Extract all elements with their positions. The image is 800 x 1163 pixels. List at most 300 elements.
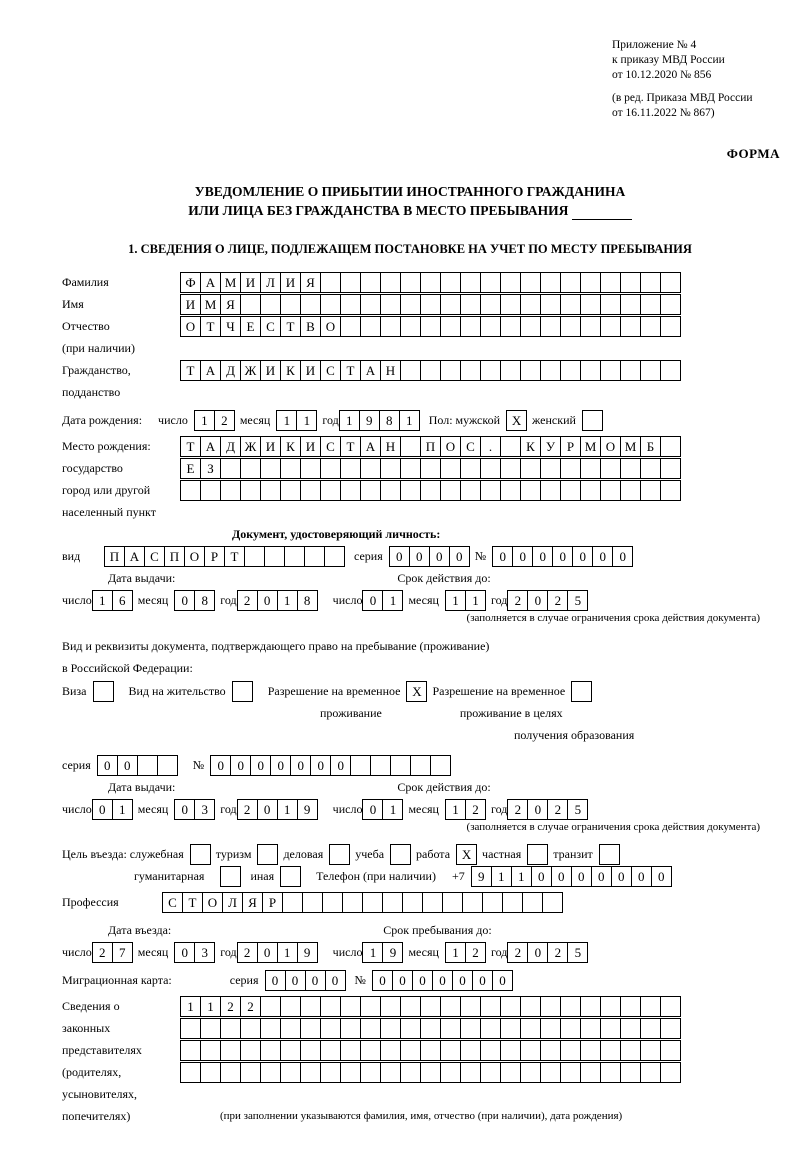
stay-year-input[interactable] <box>507 942 587 963</box>
char-cell[interactable] <box>360 272 381 293</box>
char-cell[interactable] <box>380 1040 401 1061</box>
char-cell[interactable]: О <box>600 436 621 457</box>
char-cell[interactable]: 2 <box>507 942 528 963</box>
char-cell[interactable] <box>480 996 501 1017</box>
patronymic-input[interactable] <box>180 316 680 337</box>
char-cell[interactable] <box>390 755 411 776</box>
char-cell[interactable]: Е <box>240 316 261 337</box>
char-cell[interactable]: 9 <box>471 866 492 887</box>
char-cell[interactable]: Я <box>220 294 241 315</box>
char-cell[interactable] <box>322 892 343 913</box>
char-cell[interactable] <box>360 996 381 1017</box>
char-cell[interactable] <box>220 1062 241 1083</box>
char-cell[interactable]: Б <box>640 436 661 457</box>
char-cell[interactable] <box>137 755 158 776</box>
char-cell[interactable] <box>540 294 561 315</box>
char-cell[interactable]: 1 <box>296 410 317 431</box>
char-cell[interactable]: X <box>506 410 527 431</box>
char-cell[interactable] <box>282 892 303 913</box>
char-cell[interactable]: 2 <box>547 942 568 963</box>
char-cell[interactable] <box>560 360 581 381</box>
char-cell[interactable]: С <box>460 436 481 457</box>
char-cell[interactable]: 2 <box>237 799 258 820</box>
char-cell[interactable]: А <box>124 546 145 567</box>
char-cell[interactable] <box>480 1018 501 1039</box>
char-cell[interactable]: 1 <box>200 996 221 1017</box>
char-cell[interactable]: 0 <box>257 799 278 820</box>
char-cell[interactable] <box>380 272 401 293</box>
char-cell[interactable] <box>620 996 641 1017</box>
char-cell[interactable] <box>340 316 361 337</box>
char-cell[interactable]: Ч <box>220 316 241 337</box>
char-cell[interactable]: Ж <box>240 360 261 381</box>
char-cell[interactable] <box>420 316 441 337</box>
char-cell[interactable]: Я <box>300 272 321 293</box>
char-cell[interactable] <box>460 294 481 315</box>
purpose-humanitarian-checkbox[interactable] <box>220 866 240 887</box>
char-cell[interactable] <box>500 436 521 457</box>
char-cell[interactable]: О <box>440 436 461 457</box>
char-cell[interactable]: 0 <box>362 590 383 611</box>
char-cell[interactable] <box>540 1018 561 1039</box>
char-cell[interactable] <box>402 892 423 913</box>
char-cell[interactable]: Т <box>340 360 361 381</box>
char-cell[interactable] <box>560 294 581 315</box>
char-cell[interactable]: 2 <box>92 942 113 963</box>
char-cell[interactable] <box>440 480 461 501</box>
doc-valid-month-input[interactable] <box>445 590 485 611</box>
char-cell[interactable]: Д <box>220 436 241 457</box>
char-cell[interactable]: А <box>200 360 221 381</box>
char-cell[interactable] <box>380 1018 401 1039</box>
char-cell[interactable]: 0 <box>325 970 346 991</box>
char-cell[interactable] <box>400 316 421 337</box>
char-cell[interactable]: 1 <box>277 799 298 820</box>
char-cell[interactable] <box>304 546 325 567</box>
char-cell[interactable]: 2 <box>507 590 528 611</box>
char-cell[interactable] <box>640 458 661 479</box>
char-cell[interactable] <box>500 360 521 381</box>
char-cell[interactable] <box>440 294 461 315</box>
char-cell[interactable] <box>640 1018 661 1039</box>
edu-residence-checkbox[interactable] <box>571 681 591 702</box>
char-cell[interactable] <box>264 546 285 567</box>
char-cell[interactable]: 1 <box>276 410 297 431</box>
char-cell[interactable] <box>400 458 421 479</box>
char-cell[interactable] <box>220 866 241 887</box>
char-cell[interactable]: Т <box>340 436 361 457</box>
char-cell[interactable] <box>370 755 391 776</box>
char-cell[interactable] <box>320 1062 341 1083</box>
char-cell[interactable]: З <box>200 458 221 479</box>
char-cell[interactable] <box>260 1018 281 1039</box>
entry-year-input[interactable] <box>237 942 317 963</box>
permit-valid-month-input[interactable] <box>445 799 485 820</box>
char-cell[interactable]: 0 <box>531 866 552 887</box>
char-cell[interactable]: 1 <box>277 590 298 611</box>
char-cell[interactable] <box>520 1040 541 1061</box>
doc-number-input[interactable] <box>492 546 632 567</box>
char-cell[interactable] <box>220 1040 241 1061</box>
char-cell[interactable] <box>500 458 521 479</box>
stay-month-input[interactable] <box>445 942 485 963</box>
name-input[interactable] <box>180 294 680 315</box>
char-cell[interactable] <box>500 272 521 293</box>
char-cell[interactable] <box>302 892 323 913</box>
char-cell[interactable] <box>520 294 541 315</box>
char-cell[interactable] <box>460 1040 481 1061</box>
char-cell[interactable]: 0 <box>174 942 195 963</box>
char-cell[interactable] <box>240 294 261 315</box>
char-cell[interactable] <box>190 844 211 865</box>
char-cell[interactable] <box>560 1062 581 1083</box>
char-cell[interactable]: И <box>300 436 321 457</box>
char-cell[interactable]: Л <box>222 892 243 913</box>
char-cell[interactable] <box>420 996 441 1017</box>
char-cell[interactable] <box>180 480 201 501</box>
char-cell[interactable] <box>520 480 541 501</box>
char-cell[interactable]: 0 <box>452 970 473 991</box>
char-cell[interactable]: П <box>104 546 125 567</box>
char-cell[interactable]: 0 <box>527 799 548 820</box>
char-cell[interactable]: М <box>620 436 641 457</box>
char-cell[interactable] <box>220 480 241 501</box>
char-cell[interactable]: С <box>260 316 281 337</box>
char-cell[interactable] <box>540 480 561 501</box>
char-cell[interactable] <box>380 316 401 337</box>
char-cell[interactable] <box>620 1062 641 1083</box>
char-cell[interactable] <box>340 480 361 501</box>
char-cell[interactable] <box>640 480 661 501</box>
char-cell[interactable] <box>260 1062 281 1083</box>
char-cell[interactable] <box>340 458 361 479</box>
char-cell[interactable] <box>260 458 281 479</box>
char-cell[interactable]: Е <box>180 458 201 479</box>
char-cell[interactable] <box>284 546 305 567</box>
char-cell[interactable]: 0 <box>92 799 113 820</box>
char-cell[interactable]: 8 <box>194 590 215 611</box>
char-cell[interactable] <box>180 1062 201 1083</box>
char-cell[interactable]: 0 <box>257 942 278 963</box>
char-cell[interactable] <box>640 360 661 381</box>
char-cell[interactable]: А <box>200 436 221 457</box>
birth-day-input[interactable] <box>194 410 234 431</box>
char-cell[interactable] <box>380 294 401 315</box>
char-cell[interactable] <box>540 316 561 337</box>
char-cell[interactable] <box>320 996 341 1017</box>
char-cell[interactable] <box>300 1040 321 1061</box>
char-cell[interactable] <box>660 1062 681 1083</box>
char-cell[interactable] <box>500 1040 521 1061</box>
char-cell[interactable] <box>240 1018 261 1039</box>
char-cell[interactable] <box>660 1040 681 1061</box>
char-cell[interactable] <box>620 272 641 293</box>
char-cell[interactable] <box>320 480 341 501</box>
char-cell[interactable] <box>540 360 561 381</box>
doc-kind-input[interactable] <box>104 546 344 567</box>
char-cell[interactable] <box>640 272 661 293</box>
char-cell[interactable] <box>480 272 501 293</box>
char-cell[interactable] <box>600 996 621 1017</box>
char-cell[interactable]: 1 <box>511 866 532 887</box>
char-cell[interactable] <box>660 458 681 479</box>
char-cell[interactable] <box>422 892 443 913</box>
char-cell[interactable] <box>342 892 363 913</box>
char-cell[interactable]: 2 <box>465 799 486 820</box>
char-cell[interactable]: 2 <box>220 996 241 1017</box>
char-cell[interactable] <box>500 294 521 315</box>
char-cell[interactable]: X <box>456 844 477 865</box>
char-cell[interactable] <box>660 272 681 293</box>
char-cell[interactable] <box>240 480 261 501</box>
char-cell[interactable] <box>640 996 661 1017</box>
char-cell[interactable] <box>220 1018 241 1039</box>
permit-issue-year-input[interactable] <box>237 799 317 820</box>
char-cell[interactable] <box>600 360 621 381</box>
char-cell[interactable] <box>400 360 421 381</box>
char-cell[interactable]: Д <box>220 360 241 381</box>
char-cell[interactable] <box>360 1062 381 1083</box>
char-cell[interactable] <box>390 844 411 865</box>
legal-rep-input-3[interactable] <box>180 1040 680 1061</box>
char-cell[interactable] <box>442 892 463 913</box>
char-cell[interactable] <box>340 1018 361 1039</box>
char-cell[interactable] <box>400 272 421 293</box>
char-cell[interactable]: 1 <box>445 590 466 611</box>
char-cell[interactable] <box>280 1018 301 1039</box>
char-cell[interactable]: 0 <box>527 942 548 963</box>
char-cell[interactable] <box>640 1062 661 1083</box>
char-cell[interactable]: П <box>420 436 441 457</box>
char-cell[interactable] <box>420 360 441 381</box>
char-cell[interactable] <box>400 480 421 501</box>
char-cell[interactable] <box>300 996 321 1017</box>
char-cell[interactable] <box>340 996 361 1017</box>
char-cell[interactable] <box>220 458 241 479</box>
char-cell[interactable] <box>580 996 601 1017</box>
char-cell[interactable]: Т <box>200 316 221 337</box>
char-cell[interactable]: 0 <box>117 755 138 776</box>
purpose-study-checkbox[interactable] <box>390 844 410 865</box>
char-cell[interactable] <box>300 1062 321 1083</box>
permit-series-input[interactable] <box>97 755 177 776</box>
char-cell[interactable] <box>620 1040 641 1061</box>
char-cell[interactable] <box>244 546 265 567</box>
char-cell[interactable]: 7 <box>112 942 133 963</box>
char-cell[interactable]: 2 <box>547 799 568 820</box>
char-cell[interactable] <box>660 436 681 457</box>
char-cell[interactable] <box>340 272 361 293</box>
char-cell[interactable] <box>460 480 481 501</box>
char-cell[interactable] <box>460 360 481 381</box>
char-cell[interactable] <box>580 480 601 501</box>
char-cell[interactable] <box>420 272 441 293</box>
char-cell[interactable]: 3 <box>194 799 215 820</box>
char-cell[interactable] <box>280 1040 301 1061</box>
char-cell[interactable] <box>660 1018 681 1039</box>
doc-issue-day-input[interactable] <box>92 590 132 611</box>
char-cell[interactable] <box>620 480 641 501</box>
char-cell[interactable]: 0 <box>372 970 393 991</box>
char-cell[interactable] <box>560 272 581 293</box>
char-cell[interactable]: М <box>580 436 601 457</box>
char-cell[interactable]: И <box>260 436 281 457</box>
char-cell[interactable]: 0 <box>392 970 413 991</box>
char-cell[interactable] <box>420 1018 441 1039</box>
char-cell[interactable]: 1 <box>491 866 512 887</box>
char-cell[interactable] <box>620 360 641 381</box>
char-cell[interactable] <box>480 360 501 381</box>
char-cell[interactable] <box>300 1018 321 1039</box>
char-cell[interactable] <box>600 316 621 337</box>
char-cell[interactable]: Т <box>180 436 201 457</box>
char-cell[interactable] <box>93 681 114 702</box>
char-cell[interactable]: 0 <box>449 546 470 567</box>
char-cell[interactable] <box>520 996 541 1017</box>
char-cell[interactable] <box>560 1040 581 1061</box>
char-cell[interactable] <box>240 1040 261 1061</box>
char-cell[interactable] <box>460 316 481 337</box>
char-cell[interactable] <box>480 458 501 479</box>
visa-checkbox[interactable] <box>93 681 113 702</box>
char-cell[interactable]: 0 <box>174 799 195 820</box>
char-cell[interactable] <box>580 360 601 381</box>
char-cell[interactable] <box>420 1040 441 1061</box>
char-cell[interactable]: 0 <box>362 799 383 820</box>
char-cell[interactable]: 0 <box>611 866 632 887</box>
char-cell[interactable]: С <box>320 360 341 381</box>
char-cell[interactable]: О <box>202 892 223 913</box>
char-cell[interactable]: 5 <box>567 590 588 611</box>
char-cell[interactable] <box>380 458 401 479</box>
char-cell[interactable]: 2 <box>240 996 261 1017</box>
char-cell[interactable] <box>660 316 681 337</box>
char-cell[interactable]: Л <box>260 272 281 293</box>
char-cell[interactable] <box>540 458 561 479</box>
char-cell[interactable]: 0 <box>290 755 311 776</box>
purpose-work-checkbox[interactable] <box>456 844 476 865</box>
char-cell[interactable]: 9 <box>297 799 318 820</box>
char-cell[interactable] <box>260 480 281 501</box>
char-cell[interactable] <box>527 844 548 865</box>
char-cell[interactable] <box>260 996 281 1017</box>
migration-number-input[interactable] <box>372 970 512 991</box>
char-cell[interactable] <box>329 844 350 865</box>
char-cell[interactable] <box>500 1018 521 1039</box>
char-cell[interactable]: 0 <box>389 546 410 567</box>
char-cell[interactable]: А <box>200 272 221 293</box>
char-cell[interactable] <box>324 546 345 567</box>
birthplace-input-line2[interactable] <box>180 458 680 479</box>
birthplace-input-line1[interactable] <box>180 436 680 457</box>
char-cell[interactable] <box>560 458 581 479</box>
char-cell[interactable]: 1 <box>399 410 420 431</box>
char-cell[interactable] <box>232 681 253 702</box>
char-cell[interactable]: 0 <box>571 866 592 887</box>
char-cell[interactable]: О <box>320 316 341 337</box>
legal-rep-input-2[interactable] <box>180 1018 680 1039</box>
char-cell[interactable] <box>420 458 441 479</box>
char-cell[interactable] <box>320 272 341 293</box>
legal-rep-input-1[interactable] <box>180 996 680 1017</box>
char-cell[interactable]: 0 <box>472 970 493 991</box>
char-cell[interactable] <box>400 1018 421 1039</box>
char-cell[interactable] <box>540 1040 561 1061</box>
char-cell[interactable]: 5 <box>567 942 588 963</box>
char-cell[interactable]: П <box>164 546 185 567</box>
char-cell[interactable] <box>260 1040 281 1061</box>
char-cell[interactable]: 0 <box>432 970 453 991</box>
citizenship-input[interactable] <box>180 360 680 381</box>
char-cell[interactable] <box>460 996 481 1017</box>
char-cell[interactable] <box>460 458 481 479</box>
char-cell[interactable]: Ф <box>180 272 201 293</box>
char-cell[interactable]: Я <box>242 892 263 913</box>
char-cell[interactable] <box>500 1062 521 1083</box>
char-cell[interactable]: И <box>260 360 281 381</box>
char-cell[interactable]: 2 <box>237 942 258 963</box>
char-cell[interactable] <box>380 1062 401 1083</box>
char-cell[interactable] <box>600 480 621 501</box>
char-cell[interactable]: 0 <box>330 755 351 776</box>
char-cell[interactable]: 0 <box>409 546 430 567</box>
char-cell[interactable] <box>620 294 641 315</box>
char-cell[interactable] <box>480 1040 501 1061</box>
char-cell[interactable] <box>580 294 601 315</box>
permit-valid-day-input[interactable] <box>362 799 402 820</box>
char-cell[interactable]: И <box>180 294 201 315</box>
char-cell[interactable] <box>400 996 421 1017</box>
char-cell[interactable] <box>420 1062 441 1083</box>
entry-month-input[interactable] <box>174 942 214 963</box>
char-cell[interactable]: 0 <box>612 546 633 567</box>
char-cell[interactable]: Н <box>380 436 401 457</box>
char-cell[interactable] <box>540 272 561 293</box>
char-cell[interactable]: 0 <box>552 546 573 567</box>
char-cell[interactable] <box>580 458 601 479</box>
char-cell[interactable] <box>440 458 461 479</box>
char-cell[interactable]: 3 <box>194 942 215 963</box>
char-cell[interactable] <box>480 316 501 337</box>
char-cell[interactable] <box>600 294 621 315</box>
char-cell[interactable] <box>320 458 341 479</box>
char-cell[interactable] <box>360 458 381 479</box>
char-cell[interactable]: 0 <box>651 866 672 887</box>
char-cell[interactable] <box>660 360 681 381</box>
char-cell[interactable] <box>460 1062 481 1083</box>
char-cell[interactable] <box>420 294 441 315</box>
char-cell[interactable] <box>582 410 603 431</box>
birth-month-input[interactable] <box>276 410 316 431</box>
permit-valid-year-input[interactable] <box>507 799 587 820</box>
char-cell[interactable] <box>520 1062 541 1083</box>
permit-issue-month-input[interactable] <box>174 799 214 820</box>
char-cell[interactable]: 1 <box>382 799 403 820</box>
char-cell[interactable]: 1 <box>194 410 215 431</box>
phone-input[interactable] <box>471 866 671 887</box>
char-cell[interactable] <box>360 316 381 337</box>
char-cell[interactable] <box>257 844 278 865</box>
char-cell[interactable] <box>500 480 521 501</box>
char-cell[interactable]: С <box>144 546 165 567</box>
char-cell[interactable]: 0 <box>310 755 331 776</box>
char-cell[interactable] <box>520 272 541 293</box>
char-cell[interactable]: И <box>280 272 301 293</box>
char-cell[interactable]: Н <box>380 360 401 381</box>
char-cell[interactable]: 0 <box>210 755 231 776</box>
migration-series-input[interactable] <box>265 970 345 991</box>
char-cell[interactable] <box>400 436 421 457</box>
